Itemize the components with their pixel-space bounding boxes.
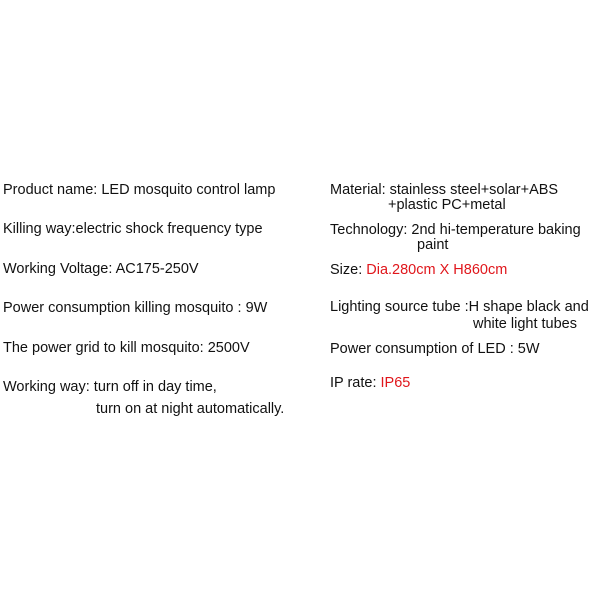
spec-power-killing: Power consumption killing mosquito : 9W [3,300,268,316]
spec-ip-value: IP65 [380,375,411,391]
spec-working-voltage: Working Voltage: AC175-250V [3,261,199,277]
spec-ip-rate [330,374,410,392]
spec-material-line1: Material: stainless steel+solar+ABS [330,182,559,198]
spec-product-name: Product name: LED mosquito control lamp [3,182,276,198]
spec-power-grid: The power grid to kill mosquito: 2500V [3,340,250,356]
spec-material-line2: +plastic PC+metal [388,197,506,213]
spec-working-way-line1: Working way: turn off in day time, [3,379,217,395]
spec-technology-line1: Technology: 2nd hi-temperature baking [330,222,581,238]
spec-power-led: Power consumption of LED : 5W [330,341,540,357]
spec-ip-label: IP rate: [330,375,381,391]
spec-technology-line2: paint [417,237,449,253]
spec-killing-way: Killing way:electric shock frequency type [3,221,263,237]
spec-size-label: Size: [330,262,367,278]
spec-size-value: Dia.280cm X H860cm [366,262,508,278]
spec-working-way-line2: turn on at night automatically. [96,401,285,417]
spec-lighting-line1: Lighting source tube :H shape black and [330,299,589,315]
spec-size [330,261,507,279]
spec-lighting-line2: white light tubes [473,316,577,332]
